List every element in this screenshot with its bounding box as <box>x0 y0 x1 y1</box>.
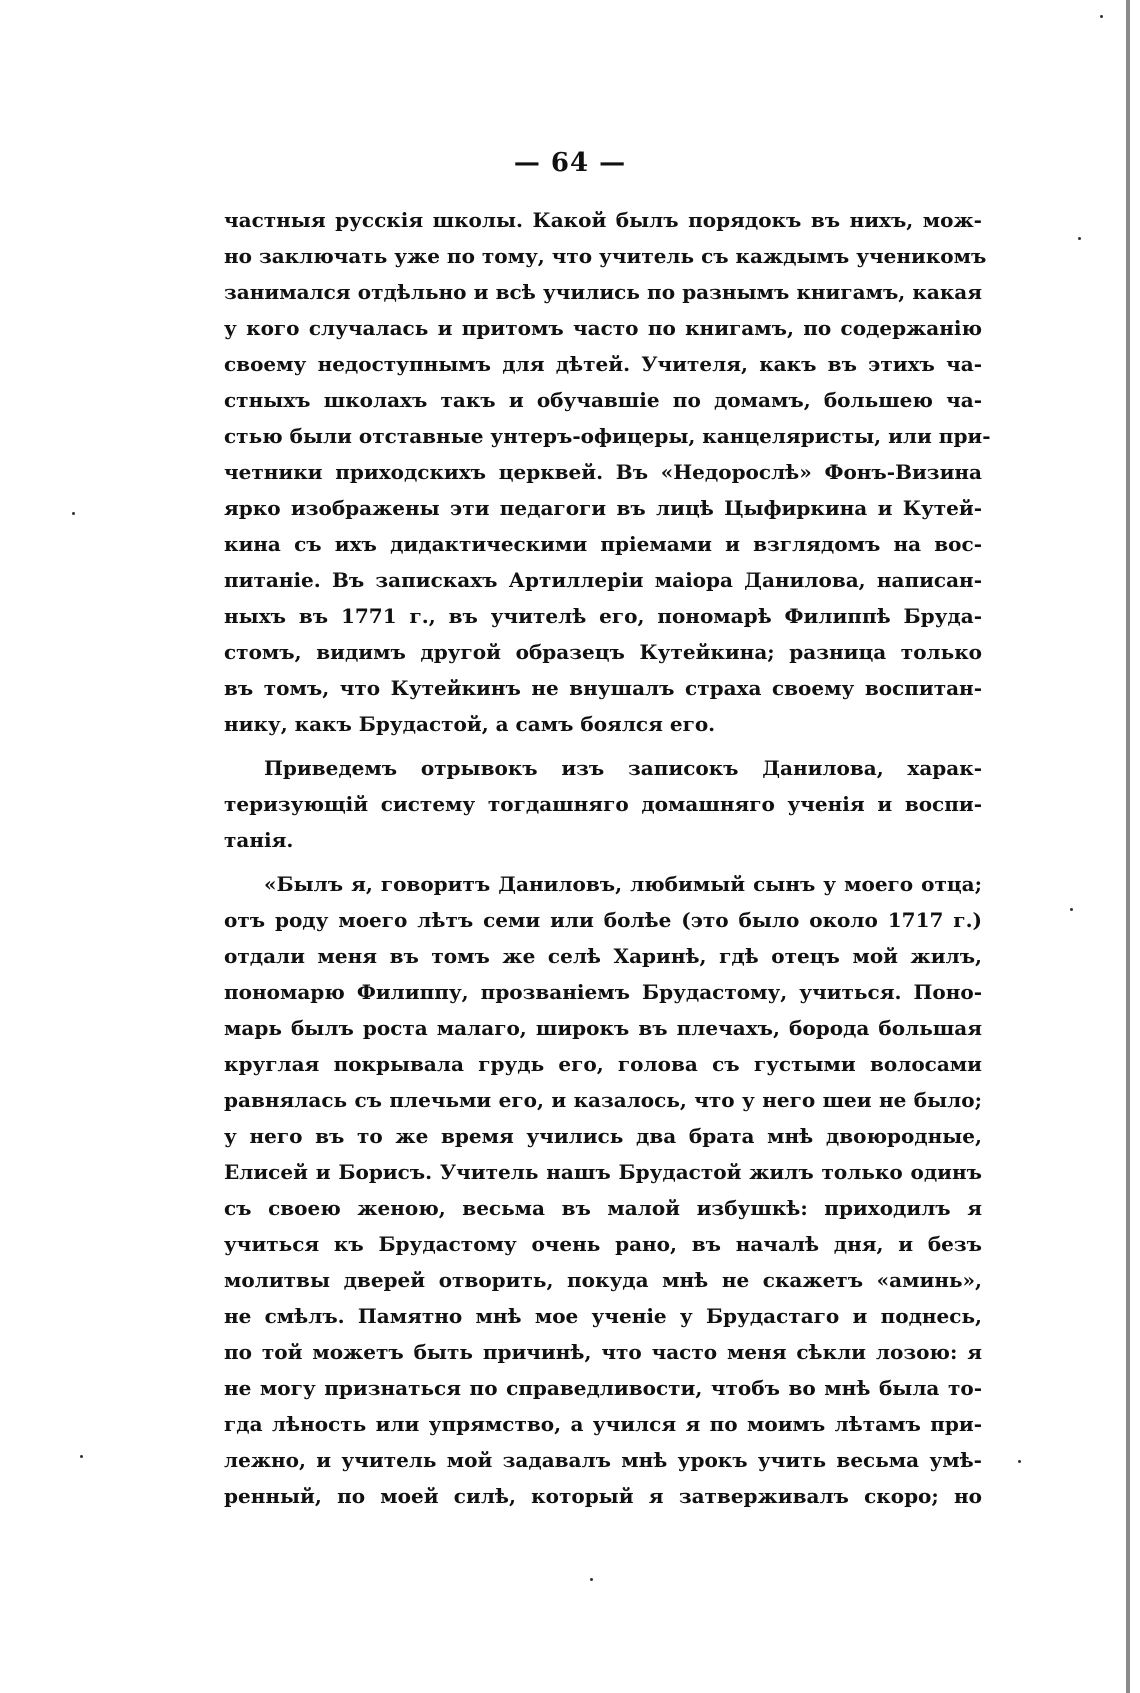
text-line: Приведемъ отрывокъ изъ записокъ Данилова, харак- <box>264 756 982 780</box>
scan-speck <box>1100 15 1103 18</box>
text-line: питаніе. Въ запискахъ Артиллеріи маіора Данилова, написан- <box>224 568 982 592</box>
text-line: но заключать уже по тому, что учитель съ каждымъ ученикомъ <box>224 244 987 268</box>
scan-speck <box>1070 908 1073 911</box>
text-line: въ томъ, что Кутейкинъ не внушалъ страха своему воспитан- <box>224 676 982 700</box>
text-line: марь былъ роста малаго, широкъ въ плечахъ, борода большая <box>224 1016 982 1040</box>
text-line: лежно, и учитель мой задавалъ мнѣ урокъ учить весьма умѣ- <box>224 1448 982 1472</box>
text-line: занимался отдѣльно и всѣ учились по разнымъ книгамъ, какая <box>224 280 982 304</box>
scan-speck <box>80 1455 83 1458</box>
text-line: у него въ то же время учились два брата мнѣ двоюродные, <box>224 1124 982 1148</box>
text-line: по той можетъ быть причинѣ, что часто меня сѣкли лозою: я <box>224 1340 982 1364</box>
text-line: не смѣлъ. Памятно мнѣ мое ученіе у Брудастаго и поднесь, <box>224 1304 982 1328</box>
text-line: отъ роду моего лѣтъ семи или болѣе (это было около 1717 г.) <box>224 908 982 932</box>
text-line: танія. <box>224 828 294 852</box>
body-text <box>224 202 991 1514</box>
text-line: своему недоступнымъ для дѣтей. Учителя, какъ въ этихъ ча- <box>224 352 982 376</box>
paragraph-3 <box>224 866 982 1514</box>
scan-speck <box>1078 237 1081 240</box>
text-line: четники приходскихъ церквей. Въ «Недорослѣ» Фонъ-Визина <box>224 460 982 484</box>
text-line: стомъ, видимъ другой образецъ Кутейкина; разница только <box>224 640 982 664</box>
scan-speck <box>1018 1460 1021 1463</box>
text-line: круглая покрывала грудь его, голова съ густыми волосами <box>224 1052 982 1076</box>
scan-speck <box>72 512 75 515</box>
text-line: частныя русскія школы. Какой былъ порядокъ въ нихъ, мож- <box>224 208 982 232</box>
text-line: учиться къ Брудастому очень рано, въ началѣ дня, и безъ <box>224 1232 982 1256</box>
paragraph-2 <box>224 750 982 858</box>
text-line: стью были отставные унтеръ-офицеры, канцеляристы, или при- <box>224 424 991 448</box>
text-line: отдали меня въ томъ же селѣ Харинѣ, гдѣ отецъ мой жилъ, <box>224 944 982 968</box>
text-line: ренный, по моей силѣ, который я затверживалъ скоро; но <box>224 1484 982 1508</box>
text-line: пономарю Филиппу, прозваніемъ Брудастому, учиться. Поно- <box>224 980 982 1004</box>
text-line: ярко изображены эти педагоги въ лицѣ Цыфиркина и Кутей- <box>224 496 982 520</box>
text-line: кина съ ихъ дидактическими пріемами и взглядомъ на вос- <box>224 532 982 556</box>
scan-speck <box>590 1578 593 1581</box>
page-number: — 64 — <box>513 148 627 178</box>
text-line: не могу признаться по справедливости, чтобъ во мнѣ была то- <box>224 1376 982 1400</box>
text-line: стныхъ школахъ такъ и обучавшіе по домамъ, большею ча- <box>224 388 982 412</box>
text-line: съ своею женою, весьма въ малой избушкѣ: приходилъ я <box>224 1196 982 1220</box>
text-line: теризующій систему тогдашняго домашняго ученія и воспи- <box>224 792 982 816</box>
text-line: нику, какъ Брудастой, а самъ боялся его. <box>224 712 716 736</box>
text-line: Елисей и Борисъ. Учитель нашъ Брудастой жилъ только одинъ <box>224 1160 982 1184</box>
text-line: равнялась съ плечьми его, и казалось, что у него шеи не было; <box>224 1088 982 1112</box>
text-line: «Былъ я, говоритъ Даниловъ, любимый сынъ у моего отца; <box>264 872 982 896</box>
text-line: у кого случалась и притомъ часто по книгамъ, по содержанію <box>224 316 982 340</box>
text-line: гда лѣность или упрямство, а учился я по моимъ лѣтамъ при- <box>224 1412 982 1436</box>
paragraph-1 <box>224 202 991 742</box>
text-line: молитвы дверей отворить, покуда мнѣ не скажетъ «аминь», <box>224 1268 982 1292</box>
text-line: ныхъ въ 1771 г., въ учителѣ его, пономарѣ Филиппѣ Бруда- <box>224 604 982 628</box>
page-edge-rule <box>1126 0 1130 1693</box>
